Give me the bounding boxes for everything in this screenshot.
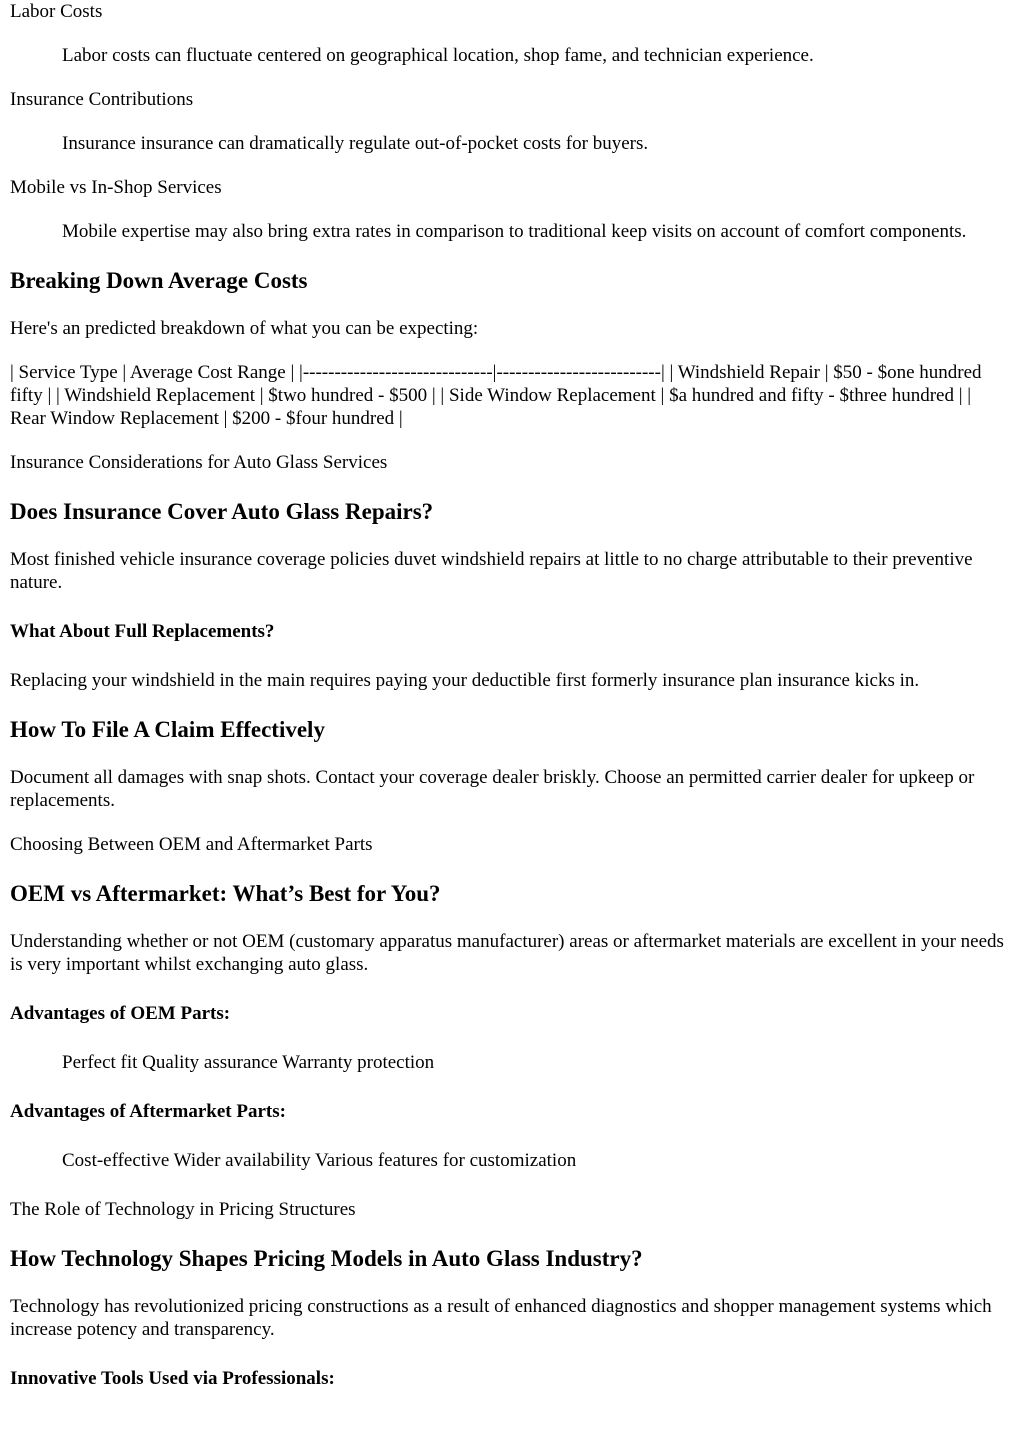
technology-role-title: The Role of Technology in Pricing Structures xyxy=(10,1199,356,1220)
advantages-aftermarket-list: Cost-effective Wider availability Various features for customization xyxy=(62,1150,577,1171)
article-content xyxy=(10,0,1010,1416)
labor-costs-term: Labor Costs xyxy=(10,1,103,22)
mobile-services-definition: Mobile expertise may also bring extra rates in comparison to traditional keep visits on account of comfort components. xyxy=(62,221,967,242)
oem-vs-aftermarket-heading: OEM vs Aftermarket: What’s Best for You? xyxy=(10,881,441,906)
file-claim-heading: How To File A Claim Effectively xyxy=(10,717,325,742)
full-replacements-text: Replacing your windshield in the main requires paying your deductible first formerly insurance plan insurance kicks in. xyxy=(10,670,920,691)
advantages-oem-list: Perfect fit Quality assurance Warranty protection xyxy=(62,1052,435,1073)
advantages-aftermarket-heading: Advantages of Aftermarket Parts: xyxy=(10,1101,286,1122)
oem-vs-aftermarket-text: Understanding whether or not OEM (customary apparatus manufacturer) areas or aftermarket materials are excellent in your needs is very important whilst exchanging auto glass. xyxy=(10,931,1004,975)
breaking-down-intro: Here's an predicted breakdown of what you can be expecting: xyxy=(10,318,479,339)
does-insurance-cover-text: Most finished vehicle insurance coverage policies duvet windshield repairs at little to no charge attributable to their preventive nature. xyxy=(10,549,973,593)
full-replacements-heading: What About Full Replacements? xyxy=(10,621,275,642)
mobile-services-term: Mobile vs In-Shop Services xyxy=(10,177,222,198)
insurance-contributions-definition: Insurance insurance can dramatically regulate out-of-pocket costs for buyers. xyxy=(62,133,649,154)
insurance-considerations-title: Insurance Considerations for Auto Glass Services xyxy=(10,452,388,473)
insurance-contributions-term: Insurance Contributions xyxy=(10,89,194,110)
cost-table-text: | Service Type | Average Cost Range | |------------------------------|--------------------------| | Windshield Repair | $50 - $one hundred fifty | | Windshield Replacement | $two hundred - $500 | | Side Window Replacement | $a hundred and fifty - $three hundred | | Rear Window Replacement | $200 - $four hundred | xyxy=(10,362,982,429)
choosing-oem-title: Choosing Between OEM and Aftermarket Parts xyxy=(10,834,373,855)
breaking-down-costs-heading: Breaking Down Average Costs xyxy=(10,268,308,293)
file-claim-text: Document all damages with snap shots. Contact your coverage dealer briskly. Choose an permitted carrier dealer for upkeep or replacements. xyxy=(10,767,975,811)
technology-pricing-text: Technology has revolutionized pricing constructions as a result of enhanced diagnostics and shopper management systems which increase potency and transparency. xyxy=(10,1296,992,1340)
advantages-oem-heading: Advantages of OEM Parts: xyxy=(10,1003,231,1024)
labor-costs-definition: Labor costs can fluctuate centered on geographical location, shop fame, and technician experience. xyxy=(62,45,814,66)
does-insurance-cover-heading: Does Insurance Cover Auto Glass Repairs? xyxy=(10,499,434,524)
innovative-tools-heading: Innovative Tools Used via Professionals: xyxy=(10,1368,335,1389)
technology-pricing-heading: How Technology Shapes Pricing Models in Auto Glass Industry? xyxy=(10,1246,643,1271)
